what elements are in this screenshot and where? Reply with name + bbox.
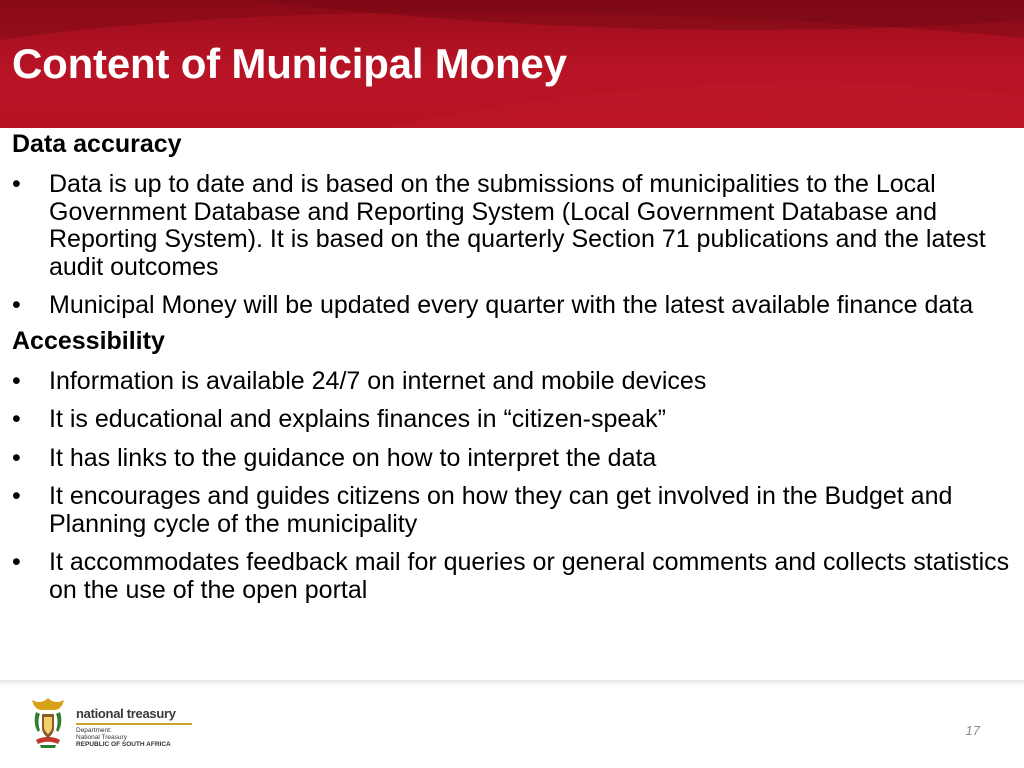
logo-line: National Treasury: [76, 734, 127, 741]
bullet-marker: •: [12, 548, 21, 576]
logo-rule: [76, 723, 192, 725]
logo-brand-name: national treasury: [76, 706, 176, 721]
coat-of-arms-icon: [28, 696, 68, 750]
bullet-text: Municipal Money will be updated every quarter with the latest available finance data: [49, 291, 974, 319]
section-heading: Data accuracy: [12, 130, 182, 158]
slide-content: [12, 126, 1012, 609]
section-data-accuracy: [12, 128, 1012, 320]
bullet-item: [12, 171, 1012, 281]
bullet-text: It encourages and guides citizens on how they can get involved in the Budget and Planning cycle of the municipality: [49, 482, 953, 538]
logo-line: Department:: [76, 727, 112, 734]
bullet-list: [12, 171, 1012, 320]
bullet-text: It accommodates feedback mail for queries or general comments and collects statistics on the use of the open portal: [49, 548, 1010, 604]
bullet-marker: •: [12, 443, 21, 472]
slide-title: Content of Municipal Money: [12, 40, 567, 87]
bullet-item: [12, 368, 1012, 396]
bullet-list: [12, 368, 1012, 605]
bullet-marker: •: [12, 405, 21, 433]
logo-line: REPUBLIC OF SOUTH AFRICA: [76, 741, 171, 748]
bullet-item: [12, 292, 1012, 320]
bullet-text: Information is available 24/7 on internet and mobile devices: [49, 366, 707, 395]
bullet-item: [12, 406, 1012, 434]
section-accessibility: [12, 325, 1012, 605]
bullet-marker: •: [12, 291, 21, 319]
bullet-marker: •: [12, 170, 21, 198]
bullet-item: [12, 445, 1012, 473]
bullet-text: It has links to the guidance on how to interpret the data: [49, 443, 657, 472]
footer-divider: [0, 680, 1024, 686]
bullet-marker: •: [12, 366, 21, 395]
bullet-item: [12, 483, 1012, 538]
slide-header: [0, 0, 1024, 128]
bullet-item: [12, 549, 1012, 604]
bullet-text: Data is up to date and is based on the submissions of municipalities to the Local Government Database and Reporting System (Local Government Database and Reporting System). It is based on the quarterly Section 71 publications and the latest audit outcomes: [49, 170, 986, 281]
section-heading: Accessibility: [12, 326, 165, 355]
bullet-marker: •: [12, 482, 21, 510]
national-treasury-logo: [28, 696, 188, 754]
bullet-text: It is educational and explains finances in “citizen-speak”: [49, 405, 667, 433]
page-number: 17: [965, 723, 980, 738]
